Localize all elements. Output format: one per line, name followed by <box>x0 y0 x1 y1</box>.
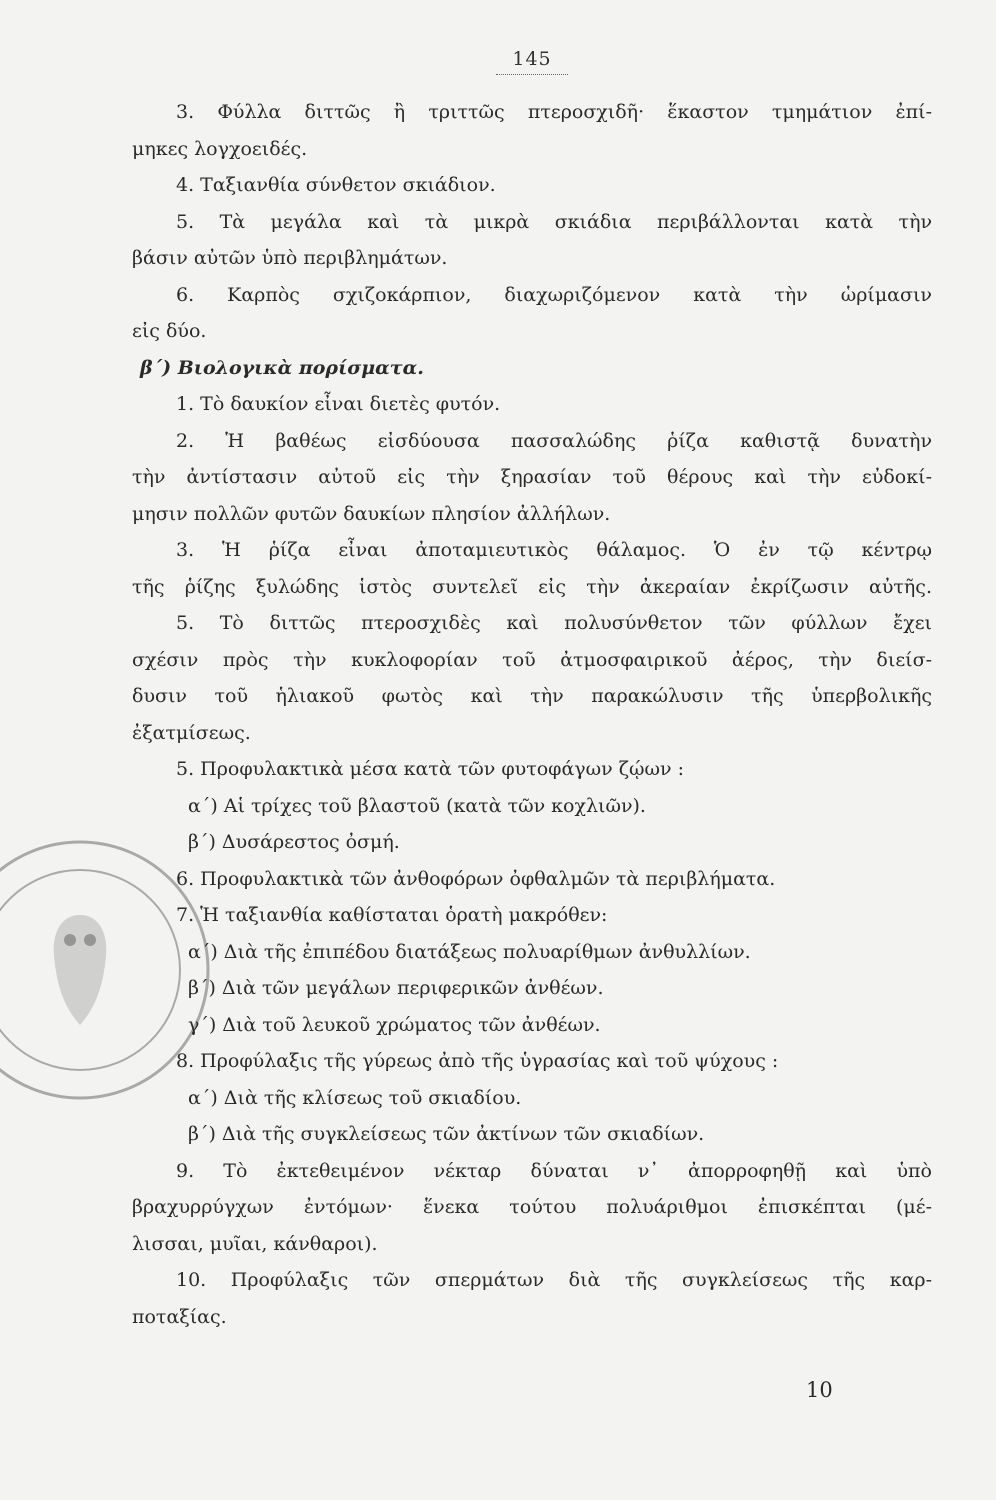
text-line: 5. Τὸ διττῶς πτεροσχιδὲς καὶ πολυσύνθετον τῶν φύλλων ἔχει <box>176 612 932 634</box>
text-line: α΄) Διὰ τῆς κλίσεως τοῦ σκιαδίου. <box>188 1086 522 1109</box>
text-line: 9. Τὸ ἐκτεθειμένον νέκταρ δύναται ν᾽ ἀπορροφηθῇ καὶ ὑπὸ <box>176 1159 932 1182</box>
text-line: μησιν πολλῶν φυτῶν δαυκίων πλησίον ἀλλήλων. <box>132 502 611 525</box>
text-line: α΄) Διὰ τῆς ἐπιπέδου διατάξεως πολυαρίθμων ἀνθυλλίων. <box>188 940 751 963</box>
text-line: 3. Ἡ ῥίζα εἶναι ἀποταμιευτικὸς θάλαμος. Ὁ ἐν τῷ κέντρῳ <box>176 539 932 561</box>
text-line: β΄) Διὰ τῶν μεγάλων περιφερικῶν ἀνθέων. <box>188 977 604 999</box>
text-line: 6. Προφυλακτικὰ τῶν ἀνθοφόρων ὀφθαλμῶν τὰ περιβλήματα. <box>176 867 776 890</box>
text-line: 8. Προφύλαξις τῆς γύρεως ἀπὸ τῆς ὑγρασίας καὶ τοῦ ψύχους : <box>176 1050 779 1072</box>
text-line: 5. Προφυλακτικὰ μέσα κατὰ τῶν φυτοφάγων ζῴων : <box>176 758 685 780</box>
text-line: α΄) Αἱ τρίχες τοῦ βλαστοῦ (κατὰ τῶν κοχλιῶν). <box>188 794 646 817</box>
text-line: λισσαι, μυῖαι, κάνθαροι). <box>132 1232 378 1255</box>
text-line: βραχυρρύγχων ἐντόμων· ἕνεκα τούτου πολυάριθμοι ἐπισκέπται (μέ- <box>132 1196 932 1218</box>
text-line: 6. Καρπὸς σχιζοκάρπιον, διαχωριζόμενον κατὰ τὴν ὡρίμασιν <box>176 283 932 306</box>
section-heading: β΄) Βιολογικὰ πορίσματα. <box>140 356 424 379</box>
text-line: β΄) Δυσάρεστος ὀσμή. <box>188 831 400 853</box>
text-body <box>132 94 932 1335</box>
signature-mark: 10 <box>806 1378 833 1402</box>
page-number: 145 <box>512 48 552 70</box>
text-line: δυσιν τοῦ ἡλιακοῦ φωτὸς καὶ τὴν παρακώλυσιν τῆς ὑπερβολικῆς <box>132 685 932 707</box>
text-line: μηκες λογχοειδές. <box>132 137 308 160</box>
text-line: 1. Τὸ δαυκίον εἶναι διετὲς φυτόν. <box>176 393 501 415</box>
text-line: σχέσιν πρὸς τὴν κυκλοφορίαν τοῦ ἀτμοσφαιρικοῦ ἀέρος, τὴν διείσ- <box>132 648 932 671</box>
text-line: τὴν ἀντίστασιν αὐτοῦ εἰς τὴν ξηρασίαν τοῦ θέρους καὶ τὴν εὐδοκί- <box>132 466 932 488</box>
text-line: 3. Φύλλα διττῶς ἢ τριττῶς πτεροσχιδῆ· ἕκαστον τμημάτιον ἐπί- <box>176 101 932 123</box>
text-line: τῆς ῥίζης ξυλώδης ἱστὸς συντελεῖ εἰς τὴν ἀκεραίαν ἐκρίζωσιν αὐτῆς. <box>132 575 932 598</box>
text-line: βάσιν αὐτῶν ὑπὸ περιβλημάτων. <box>132 247 448 269</box>
text-line: 5. Τὰ μεγάλα καὶ τὰ μικρὰ σκιάδια περιβάλλονται κατὰ τὴν <box>176 210 932 233</box>
text-line: ἐξατμίσεως. <box>132 721 251 744</box>
page-number-rule <box>496 74 568 75</box>
text-line: ποταξίας. <box>132 1305 227 1328</box>
text-line: εἰς δύο. <box>132 320 207 342</box>
text-line: 4. Ταξιανθία σύνθετον σκιάδιον. <box>176 174 496 196</box>
text-line: β΄) Διὰ τῆς συγκλείσεως τῶν ἀκτίνων τῶν σκιαδίων. <box>188 1123 705 1145</box>
text-line: γ΄) Διὰ τοῦ λευκοῦ χρώματος τῶν ἀνθέων. <box>188 1013 601 1036</box>
text-line: 10. Προφύλαξις τῶν σπερμάτων διὰ τῆς συγκλείσεως τῆς καρ- <box>176 1269 932 1291</box>
text-line: 7. Ἡ ταξιανθία καθίσταται ὁρατὴ μακρόθεν: <box>176 904 608 926</box>
text-line: 2. Ἡ βαθέως εἰσδύουσα πασσαλώδης ῥίζα καθιστᾷ δυνατὴν <box>176 429 932 452</box>
